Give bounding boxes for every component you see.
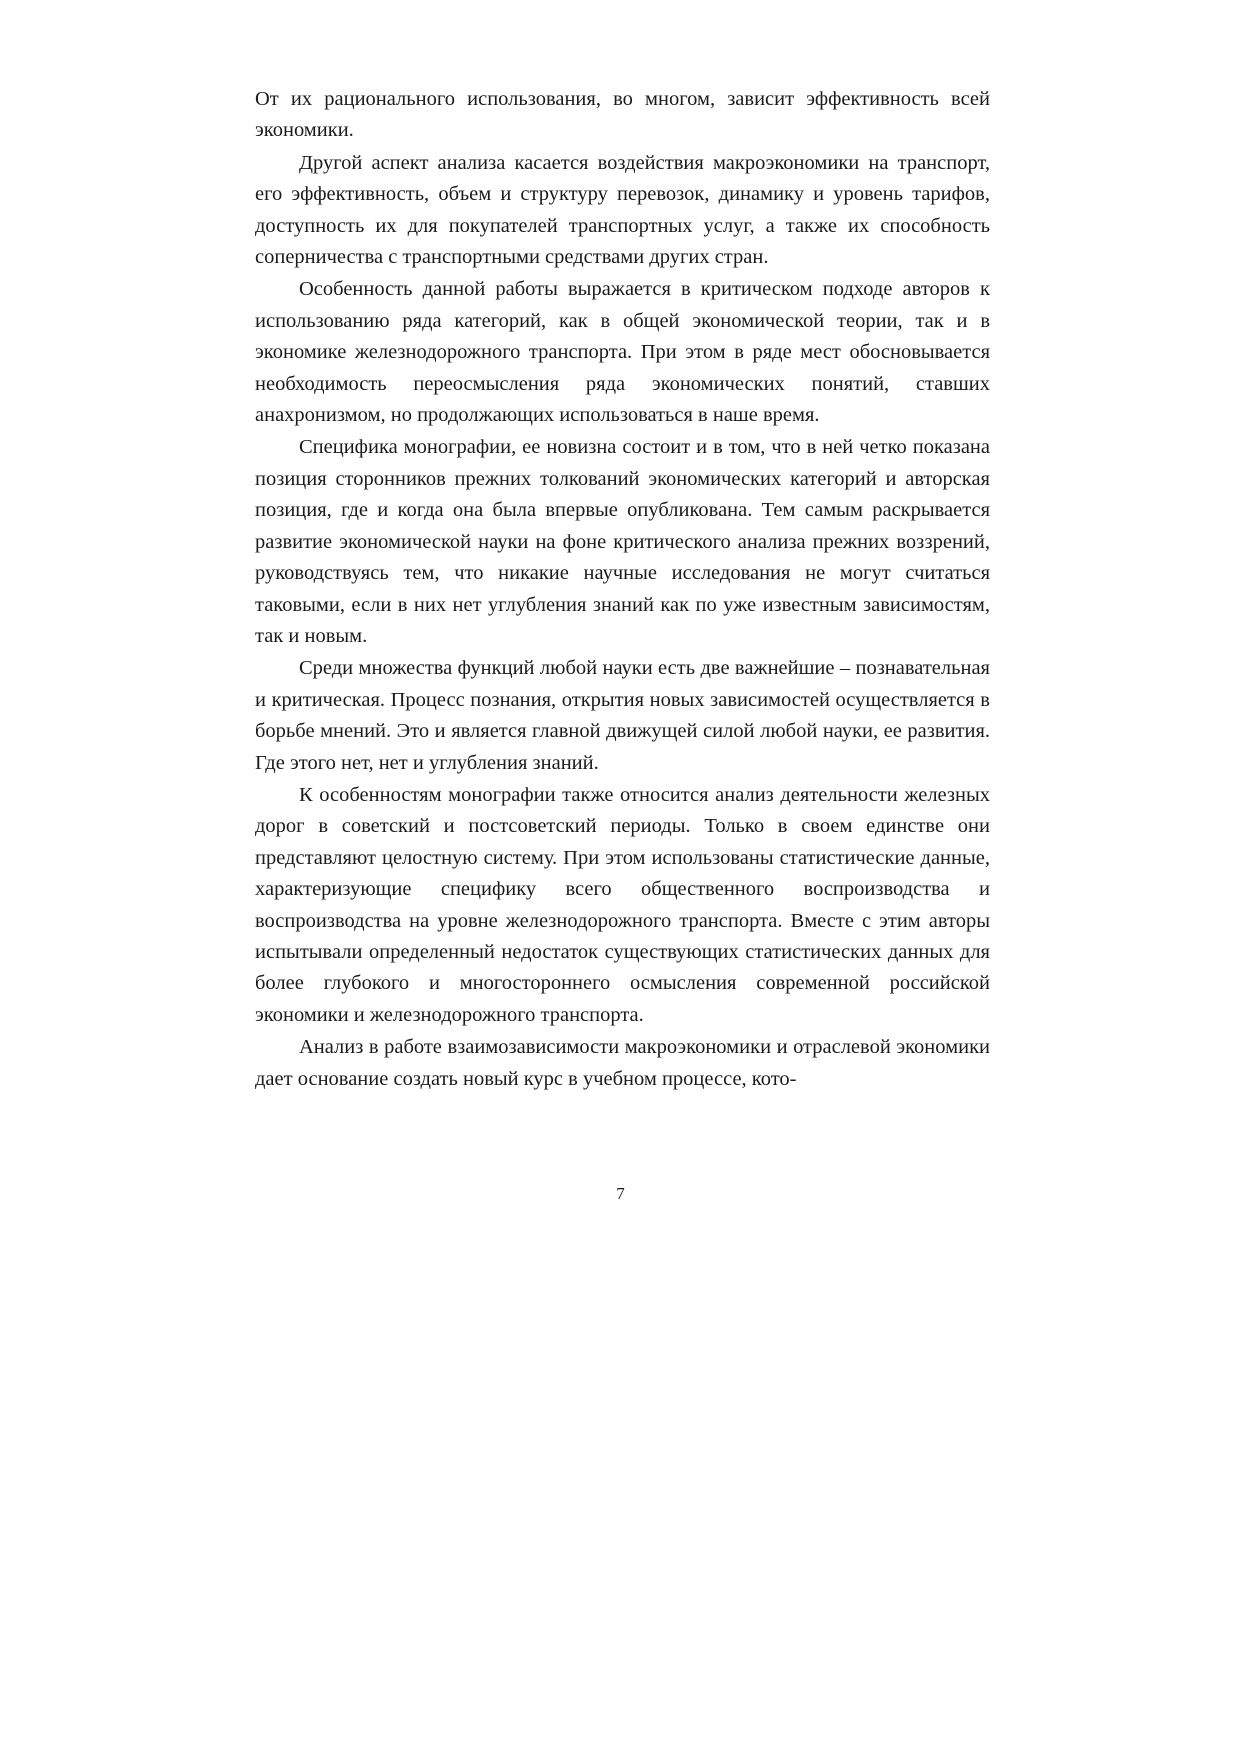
paragraph-1: От их рационального использования, во многом, зависит эффективность всей экономики. — [255, 88, 990, 142]
page-number: 7 — [616, 1184, 625, 1203]
paragraph-6: К особенностям монографии также относится анализ деятельности железных дорог в советский и постсоветский периоды. Только в своем единстве они представляют целостную систему. При этом использованы статистические данные, характеризующие специфику всего общественного воспроизводства и воспроизводства на уровне железнодорожного транспорта. Вместе с этим авторы испытывали определенный недостаток существующих статистических данных для более глубокого и многостороннего осмысления современной российской экономики и железнодорожного транспорта. — [255, 783, 990, 1026]
page-body — [255, 84, 990, 1095]
paragraph-4: Специфика монографии, ее новизна состоит и в том, что в ней четко показана позиция сторонников прежних толкований экономических категорий и авторская позиция, где и когда она была впервые опубликована. Тем самым раскрывается развитие экономической науки на фоне критического анализа прежних воззрений, руководствуясь тем, что никакие научные исследования не могут считаться таковыми, если в них нет углубления знаний как по уже известным зависимостям, так и новым. — [255, 436, 990, 647]
paragraph-2: Другой аспект анализа касается воздействия макроэкономики на транспорт, его эффективность, объем и структуру перевозок, динамику и уровень тарифов, доступность их для покупателей транспортных услуг, а также их способность соперничества с транспортными средствами других стран. — [255, 151, 990, 269]
paragraph-3: Особенность данной работы выражается в критическом подходе авторов к использованию ряда категорий, как в общей экономической теории, так и в экономике железнодорожного транспорта. При этом в ряде мест обосновывается необходимость переосмысления ряда экономических понятий, ставших анахронизмом, но продолжающих использоваться в наше время. — [255, 278, 990, 427]
paragraph-7: Анализ в работе взаимозависимости макроэкономики и отраслевой экономики дает основание создать новый курс в учебном процессе, кото- — [255, 1036, 990, 1090]
paragraph-5: Среди множества функций любой науки есть две важнейшие – познавательная и критическая. Процесс познания, открытия новых зависимостей осуществляется в борьбе мнений. Это и является главной движущей силой любой науки, ее развития. Где этого нет, нет и углубления знаний. — [255, 657, 990, 774]
